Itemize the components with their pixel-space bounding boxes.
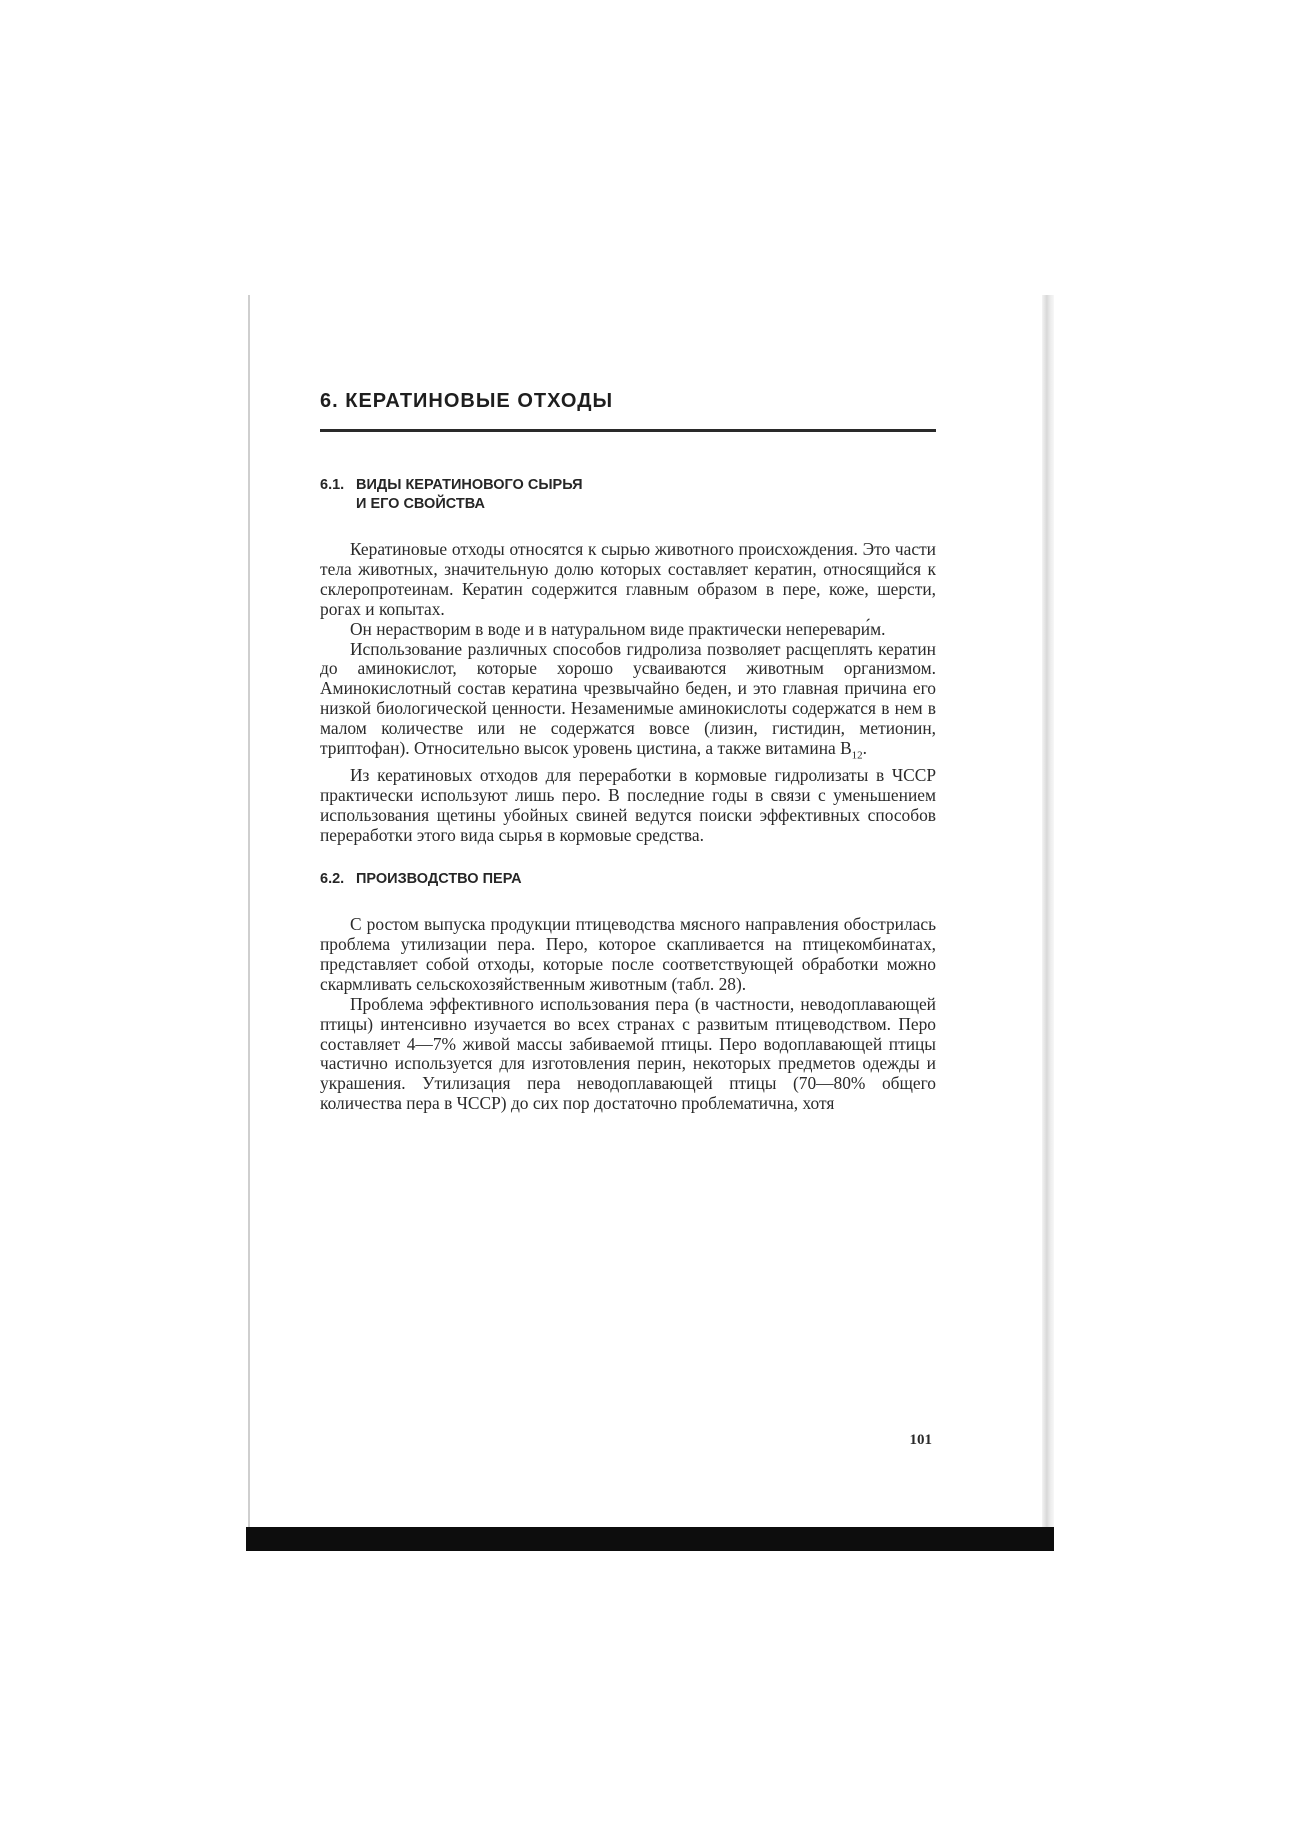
paragraph: Проблема эффективного использования пера (в частности, неводоплавающей птицы) интенсивно изучается во всех странах с развитым птицеводством. Перо составляет 4—7% живой массы забиваемой птицы. Перо водоплавающей птицы частично используется для изготовления перин, некоторых предметов одежды и украшения. Утилизация пера неводоплавающей птицы (70—80% общего количества пера в ЧССР) до сих пор достаточно проблематична, хотя [320,993,936,1114]
chapter-rule [320,429,936,432]
paragraph: С ростом выпуска продукции птицеводства мясного направления обострилась проблема утилизации пера. Перо, которое скапливается на птицекомбинатах, представляет собой отходы, которые после соответствующей обработки можно скармливать сельскохозяйственным животным (табл. 28). [320,914,936,994]
paragraph [320,640,936,767]
paragraph: Кератиновые отходы относятся к сырью животного происхождения. Это части тела животных, значительную долю которых составляет кератин, относящийся к склеропротеинам. Кератин содержится главным образом в пере, коже, шерсти, рогах и копытах. [320,539,936,619]
scan-bottom-edge [246,1527,1054,1551]
section-title-6-1 [320,476,936,514]
paragraph-text: Использование различных способов гидролиза позволяет расщеплять кератин до аминокислот, которые хорошо усваиваются животным организмом. Аминокислотный состав кератина чрезвычайно беден, и это главная причина его низкой биологической ценности. Незаменимые аминокислоты содержатся в нем в малом количестве или не содержатся вовсе (лизин, гистидин, метионин, триптофан). Относительно высок уровень цистина, а также витамина B [320,638,936,759]
page-number: 101 [909,1432,932,1448]
section-body-6-2 [320,915,936,1114]
section-title-line2: И ЕГО СВОЙСТВА [356,496,485,512]
scan-left-edge [248,295,250,1535]
scan-right-edge [1042,295,1054,1535]
book-page [320,390,936,1448]
section-title-line1: ПРОИЗВОДСТВО ПЕРА [356,871,522,888]
vitamin-subscript: 12 [851,749,863,762]
section-body-6-1 [320,540,936,846]
chapter-title: 6. КЕРАТИНОВЫЕ ОТХОДЫ [320,390,614,412]
section-number: 6.2. [320,871,345,888]
section-number: 6.1. [320,477,345,493]
vitamin-suffix: . [862,738,868,759]
paragraph: Из кератиновых отходов для переработки в кормовые гидролизаты в ЧССР практически используют лишь перо. В последние годы в связи с уменьшением использования щетины убойных свиней ведутся поиски эффективных способов переработки этого вида сырья в кормовые средства. [320,765,936,846]
section-title-line1: ВИДЫ КЕРАТИНОВОГО СЫРЬЯ [356,477,583,493]
paragraph: Он нерастворим в воде и в натуральном виде практически неперевари́м. [350,618,886,639]
section-title-6-2 [320,870,936,889]
